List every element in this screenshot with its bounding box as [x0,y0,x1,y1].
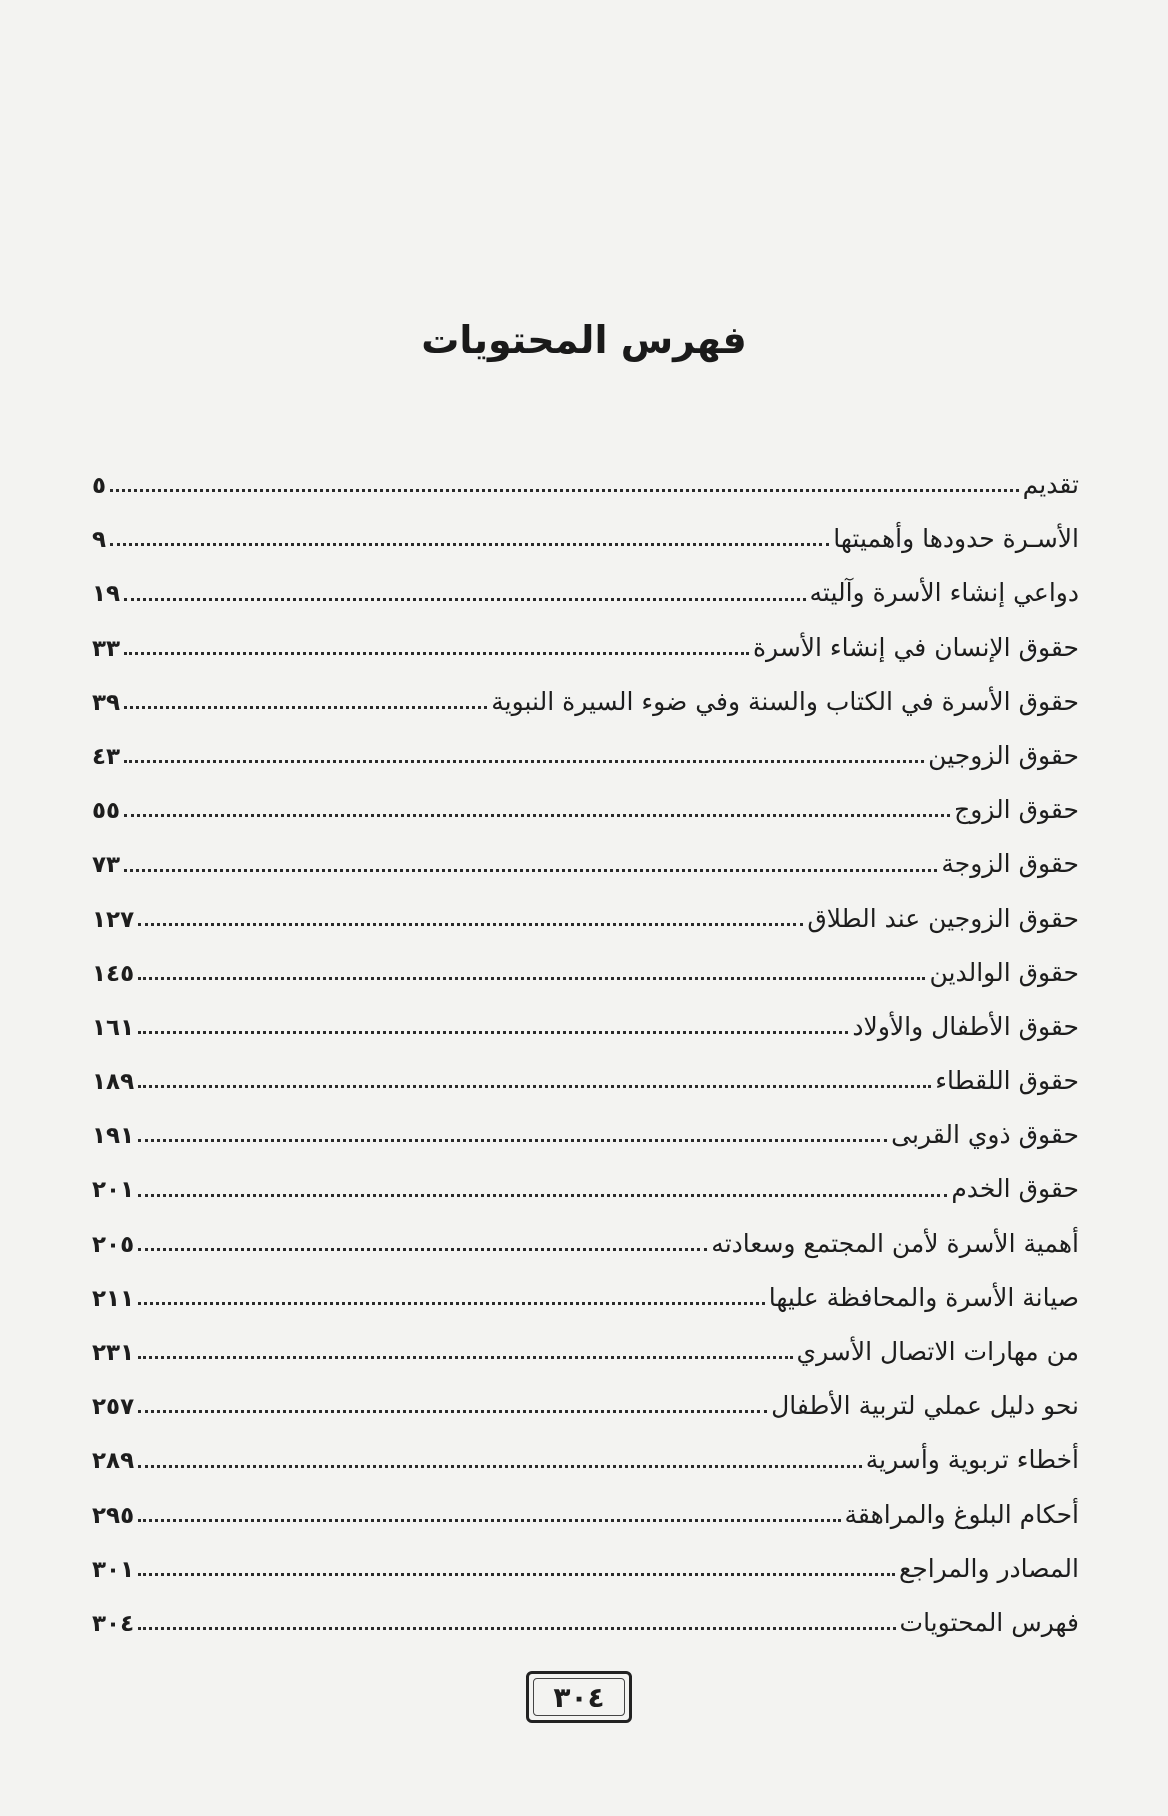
toc-entry-page: ٥٥ [92,798,121,825]
toc-dot-leader [138,1031,848,1034]
toc-entry-title: من مهارات الاتصال الأسري [796,1337,1079,1366]
toc-dot-leader [138,1356,792,1359]
toc-row [92,1108,1079,1162]
toc-entry-title: دواعي إنشاء الأسرة وآليته [809,578,1079,608]
toc-entry-title: المصادر والمراجع [898,1553,1079,1583]
toc-row [92,1325,1079,1379]
table-of-contents [92,458,1079,1650]
toc-entry-page: ٧٣ [92,852,121,879]
toc-dot-leader [138,977,925,980]
toc-row [92,1271,1079,1325]
page-number-frame [526,1671,632,1723]
toc-entry-page: ٢٥٧ [92,1394,135,1421]
toc-dot-leader [124,869,937,872]
toc-dot-leader [138,1519,840,1522]
toc-dot-leader [124,598,805,601]
toc-entry-page: ٢٠١ [92,1177,135,1204]
toc-entry-title: تقديم [1022,470,1079,499]
toc-dot-leader [124,814,950,817]
toc-entry-title: حقوق الزوجين عند الطلاق [807,903,1079,933]
toc-row [92,837,1079,891]
toc-entry-title: فهرس المحتويات [899,1607,1079,1637]
toc-entry-title: حقوق الزوجين [928,740,1079,770]
toc-row [92,458,1079,512]
toc-entry-page: ٣٣ [92,635,121,662]
toc-dot-leader [124,706,487,709]
toc-entry-title: أخطاء تربوية وأسرية [865,1445,1079,1475]
toc-row [92,1379,1079,1433]
toc-entry-title: حقوق الإنسان في إنشاء الأسرة [752,632,1079,662]
toc-entry-page: ٢١١ [92,1285,135,1312]
toc-entry-title: حقوق الزوج [954,795,1079,825]
page-number: ٣٠٤ [553,1680,605,1714]
toc-entry-title: حقوق الوالدين [929,957,1079,987]
toc-entry-page: ٢٠٥ [92,1231,135,1258]
toc-entry-page: ٤٣ [92,743,121,770]
toc-row [92,566,1079,620]
toc-entry-page: ٢٣١ [92,1340,135,1366]
toc-entry-page: ٢٩٥ [92,1502,135,1529]
toc-entry-title: حقوق الأسرة في الكتاب والسنة وفي ضوء السيرة النبوية [491,686,1079,716]
toc-dot-leader [138,1465,862,1468]
toc-dot-leader [138,923,803,926]
toc-entry-title: الأسـرة حدودها وأهميتها [833,524,1079,554]
toc-row [92,892,1079,946]
toc-dot-leader [138,1194,947,1197]
toc-row [92,621,1079,675]
toc-row [92,1433,1079,1487]
toc-dot-leader [138,1627,895,1630]
toc-entry-page: ٢٨٩ [92,1448,135,1475]
toc-dot-leader [110,543,829,546]
toc-row [92,1000,1079,1054]
toc-entry-page: ١٢٧ [92,906,135,933]
toc-entry-page: ١٨٩ [92,1069,135,1096]
toc-dot-leader [124,652,749,655]
toc-row [92,729,1079,783]
toc-row [92,946,1079,1000]
toc-entry-page: ٥ [92,473,107,499]
toc-dot-leader [124,760,924,763]
toc-row [92,783,1079,837]
toc-row [92,1488,1079,1542]
toc-dot-leader [110,489,1019,492]
toc-dot-leader [138,1139,887,1142]
toc-entry-page: ٩ [92,527,107,554]
toc-row [92,1054,1079,1108]
toc-row [92,1542,1079,1596]
toc-entry-page: ٣٠٤ [92,1610,135,1637]
page-title: فهرس المحتويات [421,318,747,362]
toc-entry-page: ١٩ [92,581,121,608]
toc-entry-title: حقوق الخدم [951,1174,1079,1204]
toc-entry-title: حقوق اللقطاء [935,1066,1079,1096]
toc-entry-page: ١٦١ [92,1014,135,1041]
toc-entry-title: أحكام البلوغ والمراهقة [844,1499,1079,1529]
toc-entry-page: ٣٠١ [92,1556,135,1583]
toc-dot-leader [138,1085,931,1088]
toc-entry-title: حقوق الأطفال والأولاد [852,1011,1079,1041]
toc-entry-title: أهمية الأسرة لأمن المجتمع وسعادته [711,1228,1079,1258]
toc-entry-page: ١٤٥ [92,960,135,987]
toc-entry-page: ٣٩ [92,689,121,716]
toc-entry-title: حقوق ذوي القربى [891,1120,1079,1150]
toc-row [92,512,1079,566]
toc-entry-title: صيانة الأسرة والمحافظة عليها [768,1282,1079,1312]
toc-row [92,1162,1079,1216]
toc-dot-leader [138,1410,767,1413]
toc-row [92,675,1079,729]
toc-entry-title: حقوق الزوجة [941,849,1079,879]
toc-dot-leader [138,1302,765,1305]
toc-dot-leader [138,1573,895,1576]
toc-row [92,1596,1079,1650]
toc-entry-page: ١٩١ [92,1123,135,1150]
toc-dot-leader [138,1248,707,1251]
toc-entry-title: نحو دليل عملي لتربية الأطفال [771,1391,1079,1421]
toc-row [92,1217,1079,1271]
